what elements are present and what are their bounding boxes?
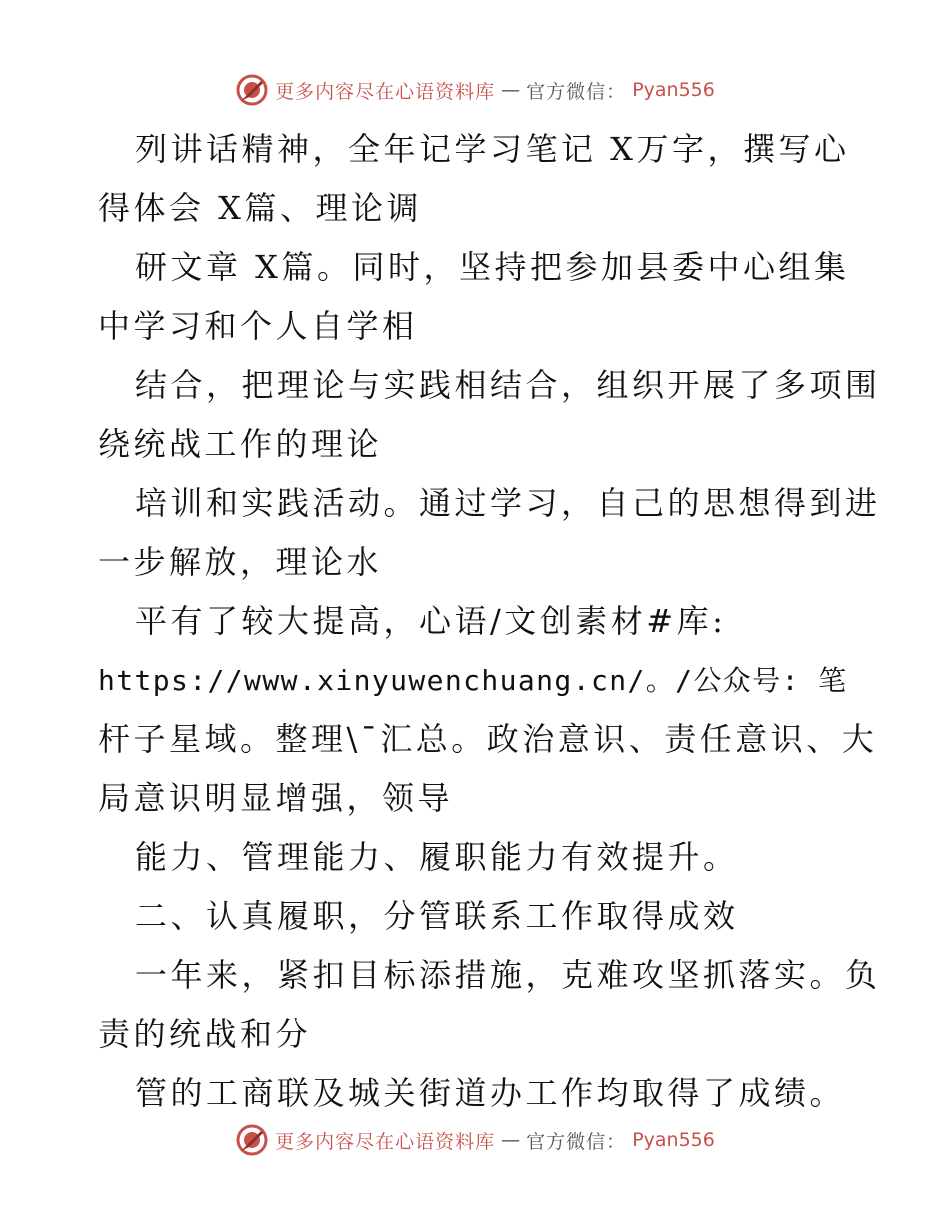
body-line: 结合，把理论与实践相结合，组织开展了多项围 — [135, 366, 881, 404]
document-body — [98, 120, 881, 1123]
body-line-url: https://www.xinyuwenchuang.cn/。/公众号: 笔 — [98, 664, 848, 697]
body-line: 培训和实践活动。通过学习，自己的思想得到进 — [135, 484, 881, 522]
watermark-separator: — — [501, 1129, 521, 1151]
footer-watermark — [0, 1120, 950, 1160]
section-heading: 二、认真履职，分管联系工作取得成效 — [135, 897, 739, 935]
watermark-wechat-id: Pyan556 — [632, 79, 715, 101]
watermark-label: 官方微信： — [526, 1130, 627, 1153]
body-line: 列讲话精神，全年记学习笔记 X万字，撰写心 — [135, 130, 850, 168]
brand-logo-icon — [235, 73, 269, 107]
body-line: 一年来，紧扣目标添措施，克难攻坚抓落实。负 — [135, 956, 881, 994]
body-line: 责的统战和分 — [98, 1015, 312, 1053]
body-line: 研文章 X篇。同时，坚持把参加县委中心组集 — [135, 248, 850, 286]
header-watermark — [0, 70, 950, 110]
brand-logo-icon — [235, 1123, 269, 1157]
body-line: 绕统战工作的理论 — [98, 425, 383, 463]
watermark-wechat-id: Pyan556 — [632, 1129, 715, 1151]
body-line: 局意识明显增强，领导 — [98, 779, 454, 817]
body-line: 得体会 X篇、理论调 — [98, 189, 422, 227]
watermark-brand-text: 更多内容尽在心语资料库 — [275, 80, 496, 103]
body-line: 管的工商联及城关街道办工作均取得了成绩。 — [135, 1074, 846, 1112]
body-line: 平有了较大提高，心语/文创素材#库: — [135, 602, 727, 640]
body-line: 杆子星域。整理\¯汇总。政治意识、责任意识、大 — [98, 720, 878, 758]
watermark-brand-text: 更多内容尽在心语资料库 — [275, 1130, 496, 1153]
watermark-separator: — — [501, 79, 521, 101]
watermark-label: 官方微信： — [526, 80, 627, 103]
body-line: 中学习和个人自学相 — [98, 307, 418, 345]
body-line: 一步解放，理论水 — [98, 543, 383, 581]
body-line: 能力、管理能力、履职能力有效提升。 — [135, 838, 739, 876]
